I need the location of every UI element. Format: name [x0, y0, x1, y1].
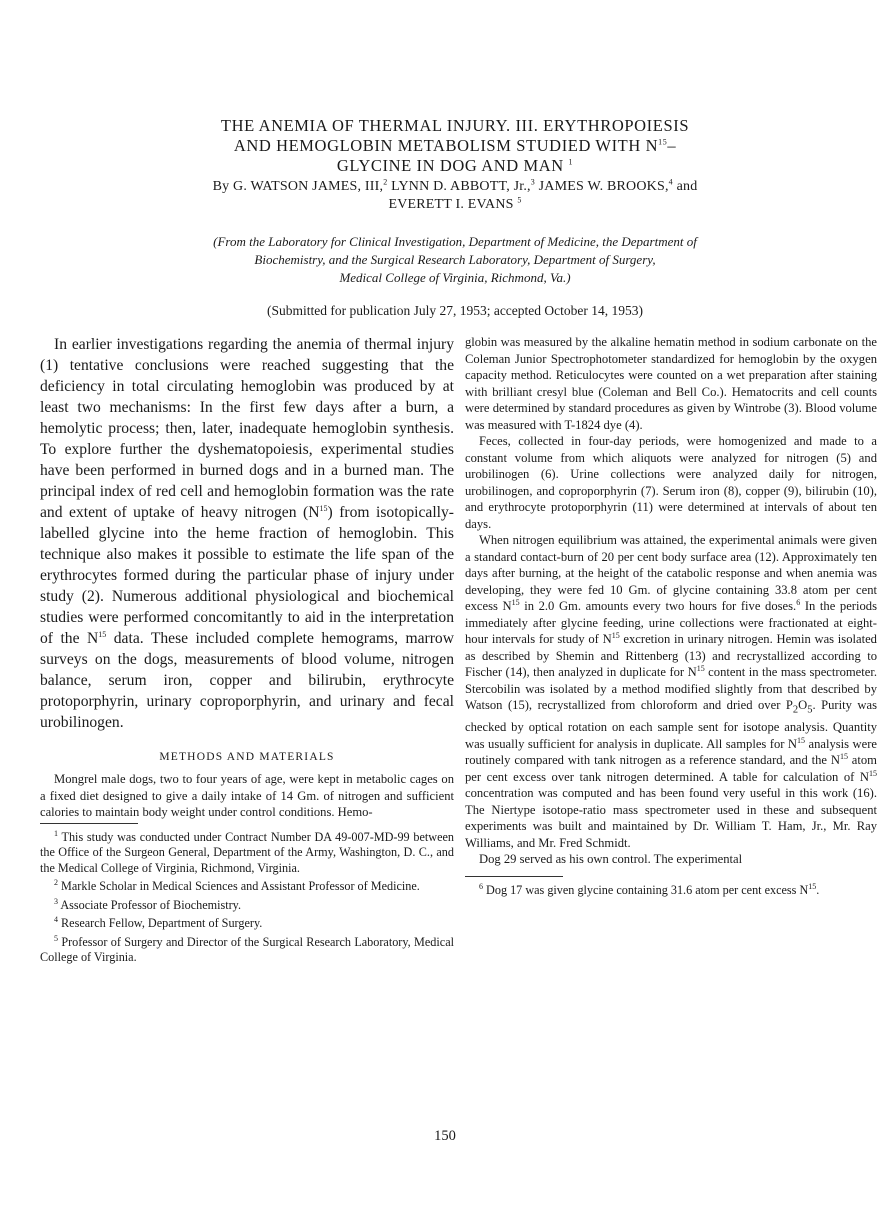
isotope-superscript: 15: [696, 663, 705, 673]
author-evans: EVERETT I. EVANS: [388, 197, 514, 212]
methods-paragraph: Mongrel male dogs, two to four years of age, were kept in metabolic cages on a fixed diet designed to give a daily intake of 14 Gm. of nitrogen and sufficient calories to maintain body weight under control conditions. Hemo-: [40, 772, 454, 819]
author-footnote-mark: 2: [383, 177, 388, 187]
isotope-superscript: 15: [511, 597, 520, 607]
intro-text: data. These included complete hemograms, marrow surveys on the dogs, measurements of blood volume, nitrogen balance, serum iron, copper and bilirubin, erythrocyte protoporphyrin, urinary coproporphyrin, and urinary and fecal urobilinogen.: [40, 630, 454, 731]
footnote-2: [40, 879, 454, 895]
isotope-superscript: 15: [98, 629, 107, 639]
hemoglobin-paragraph: globin was measured by the alkaline hematin method in sodium carbonate on the Coleman Junior Spectrophotometer standardized for hemoglobin by the oxygen capacity method. Reticulocytes were counted on a wet preparation after staining with brilliant cresyl blue (Coleman and Bell Co.). Hematocrits and cell counts were determined by standard procedures as given by Wintrobe (3). Blood volume was measured with T-1824 dye (4).: [465, 335, 877, 432]
author-brooks: JAMES W. BROOKS,: [534, 179, 669, 194]
intro-paragraph: [40, 334, 454, 733]
isotope-superscript: 15: [797, 735, 806, 745]
footnote-number: 6: [479, 881, 483, 891]
title-line-2: AND HEMOGLOBIN METABOLISM STUDIED WITH N: [233, 136, 659, 155]
page-number: 150: [434, 1128, 456, 1144]
procedure-text: excretion in urinary nitrogen. Hemin was isolated as described by Shemin and Rittenberg (13) and recrystallized according to Fischer (14), then analyzed in duplicate for N: [465, 632, 877, 679]
procedure-text: O: [798, 698, 808, 712]
title-line-3: GLYCINE IN DOG AND MAN: [336, 156, 564, 175]
affiliation-line-3: Medical College of Virginia, Richmond, Va.): [339, 270, 571, 285]
author-footnote-mark: 5: [517, 195, 522, 205]
procedure-paragraph: [465, 532, 877, 851]
formula-subscript: 5: [807, 704, 813, 716]
author-footnote-mark: 4: [668, 177, 673, 187]
title-superscript: 15: [658, 137, 668, 147]
footnote-5: [40, 935, 454, 966]
footnote-text: Markle Scholar in Medical Sciences and Assistant Professor of Medicine.: [58, 879, 420, 893]
isotope-superscript: 15: [869, 768, 877, 778]
feces-paragraph: Feces, collected in four-day periods, were homogenized and made to a constant volume from which aliquots were analyzed for nitrogen (5) and urobilinogen (6). Urine collections were analyzed daily for nitrogen, urobilinogen, and coproporphyrin (7). Serum iron (8), copper (9), bilirubin (10), and erythrocyte protoporphyrin (11) were determined at intervals of about ten days.: [465, 434, 877, 531]
footnote-number: 4: [54, 914, 58, 924]
title-line-1: THE ANEMIA OF THERMAL INJURY. III. ERYTHROPOIESIS: [220, 116, 690, 135]
footnote-number: 1: [54, 828, 58, 838]
isotope-superscript: 15: [808, 881, 817, 891]
right-column: [465, 334, 877, 901]
left-column: [40, 334, 454, 969]
footnote-3: [40, 898, 454, 914]
footnote-text: Research Fellow, Department of Surgery.: [58, 916, 263, 930]
title-dash: –: [667, 136, 677, 155]
footnote-text: This study was conducted under Contract Number DA 49-007-MD-99 between the Office of the Surgeon General, Department of the Army, Washington, D. C., and the Medical College of Virginia, Richmond, Virginia.: [40, 829, 454, 875]
isotope-superscript: 15: [839, 751, 848, 761]
footnote-number: 3: [54, 896, 58, 906]
footnote-text: .: [816, 882, 820, 897]
footnote-text: Associate Professor of Biochemistry.: [58, 897, 242, 912]
footnote-number: 5: [54, 933, 58, 943]
procedure-text: concentration was computed and has been found very useful in this work (16). The Niertype isotope-ratio mass spectrometer used in these and subsequent experiments was built and maintained by Dr. William T. Ham, Jr., Mr. Ray Williams, and Mr. Fred Schmidt.: [465, 786, 877, 850]
control-paragraph: Dog 29 served as his own control. The experimental: [479, 852, 743, 867]
procedure-text: . Purity was checked by optical rotation on each sample sent for isotope analysis. Quantity was usually sufficient for analysis in duplicate. All samples for N: [465, 698, 877, 751]
title-footnote-mark: 1: [568, 157, 574, 167]
author-footnote-mark: 3: [530, 177, 535, 187]
author-james: By G. WATSON JAMES, III,: [212, 179, 384, 194]
footnote-6: [465, 883, 877, 899]
procedure-text: content in the mass spectrometer. Stercobilin was isolated by a method modified slightly from that described by Watson (15), recrystallized from chloroform and dried over P: [465, 665, 878, 712]
procedure-text: In the periods immediately after glycine feeding, urine collections were fractionated at eight-hour intervals for study of N: [465, 599, 877, 646]
footnote-divider: [465, 876, 563, 877]
section-heading: METHODS AND MATERIALS: [159, 751, 335, 763]
author-conjunction: and: [672, 179, 698, 194]
intro-text: ) from isotopically-labelled glycine into the heme fraction of hemoglobin. This technique also makes it possible to estimate the life span of the erythrocytes formed during the particular phase of injury under study (2). Numerous additional physiological and biochemical studies were performed concomitantly to aid in the interpretation of the N: [40, 504, 454, 647]
footnote-1: [40, 830, 454, 877]
isotope-superscript: 15: [611, 630, 620, 640]
procedure-text: in 2.0 Gm. amounts every two hours for five doses.: [519, 599, 797, 613]
footnote-reference: 6: [796, 597, 801, 607]
intro-text: In earlier investigations regarding the anemia of thermal injury (1) tentative conclusions were reached suggesting that the deficiency in total circulating hemoglobin was produced by at least two mechanisms: In the first few days after a burn, a hemolytic process; then, later, inadequate hemoglobin synthesis. To explore further the dyshematopoiesis, experimental studies have been performed in burned dogs and in a burned man. The principal index of red cell and hemoglobin formation was the rate and extent of uptake of heavy nitrogen (N: [40, 336, 454, 521]
isotope-superscript: 15: [319, 503, 328, 513]
footnote-text: Professor of Surgery and Director of the Surgical Research Laboratory, Medical College of Virginia.: [40, 934, 454, 964]
author-list: [150, 178, 760, 214]
article-title: [150, 116, 760, 176]
footnote-text: Dog 17 was given glycine containing 31.6 atom per cent excess N: [483, 882, 809, 897]
submission-dates: (Submitted for publication July 27, 1953; accepted October 14, 1953): [266, 303, 644, 318]
footnote-4: [40, 916, 454, 932]
procedure-text: When nitrogen equilibrium was attained, the experimental animals were given a standard contact-burn of 20 per cent body surface area (12). Approximately ten days after burning, at the height of the catabolic response and when anemia was developing, they were fed 10 Gm. of glycine containing 33.8 atom per cent excess N: [465, 533, 877, 613]
footnote-number: 2: [54, 877, 58, 887]
affiliation-line-2: Biochemistry, and the Surgical Research Laboratory, Department of Surgery,: [254, 252, 656, 267]
procedure-text: analysis were routinely compared with tank nitrogen as a reference standard, and the N: [465, 736, 877, 768]
footnote-divider: [40, 823, 138, 824]
author-abbott: LYNN D. ABBOTT, Jr.,: [387, 179, 531, 194]
affiliation-line-1: (From the Laboratory for Clinical Investigation, Department of Medicine, the Department of: [213, 234, 697, 249]
affiliation: [150, 233, 760, 287]
procedure-text: atom per cent excess over tank nitrogen determined. A table for calculation of N: [465, 753, 877, 784]
formula-subscript: 2: [792, 704, 799, 716]
